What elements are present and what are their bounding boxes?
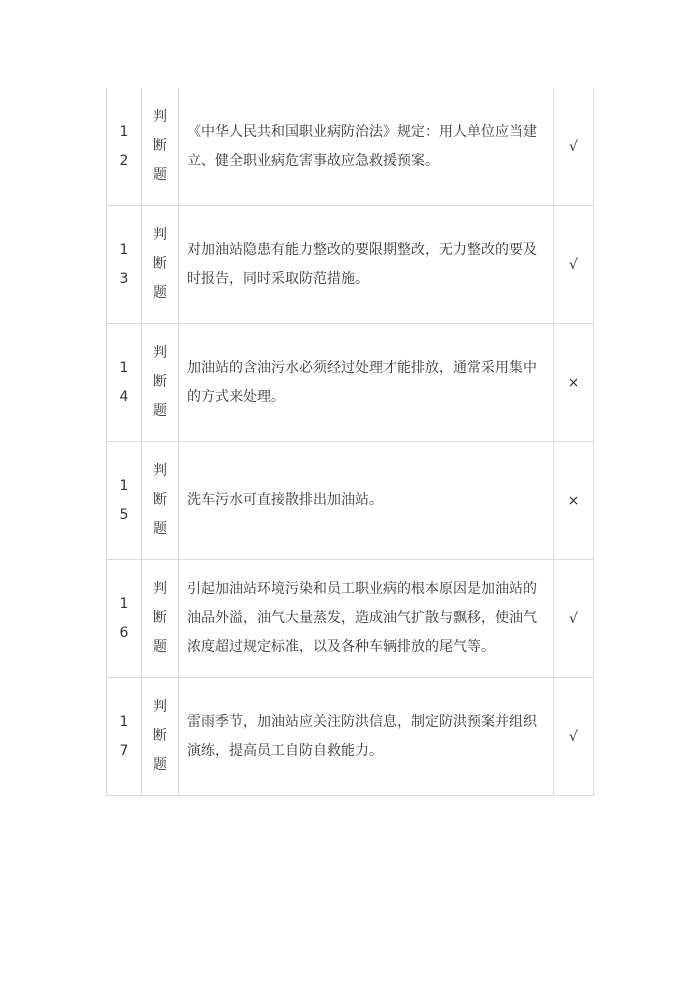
question-text: 雷雨季节，加油站应关注防洪信息，制定防洪预案并组织演练，提高员工自防自救能力。: [179, 678, 554, 796]
table-row: [107, 678, 594, 796]
table-row: [107, 442, 594, 560]
answer-mark: ×: [554, 324, 594, 442]
answer-mark: √: [554, 678, 594, 796]
question-number: 1 6: [107, 560, 142, 678]
question-text: 引起加油站环境污染和员工职业病的根本原因是加油站的油品外溢，油气大量蒸发，造成油气扩散与飘移，使油气浓度超过规定标准，以及各种车辆排放的尾气等。: [179, 560, 554, 678]
question-number: 1 7: [107, 678, 142, 796]
question-text: 《中华人民共和国职业病防治法》规定：用人单位应当建立、健全职业病危害事故应急救援预案。: [179, 88, 554, 206]
question-number: 1 4: [107, 324, 142, 442]
answer-mark: √: [554, 206, 594, 324]
answer-mark: ×: [554, 442, 594, 560]
quiz-table: [106, 88, 594, 796]
question-number: 1 2: [107, 88, 142, 206]
question-type: 判 断 题: [142, 88, 179, 206]
question-number: 1 3: [107, 206, 142, 324]
answer-mark: √: [554, 88, 594, 206]
question-type: 判 断 题: [142, 442, 179, 560]
answer-mark: √: [554, 560, 594, 678]
question-text: 洗车污水可直接散排出加油站。: [179, 442, 554, 560]
table-row: [107, 560, 594, 678]
question-type: 判 断 题: [142, 678, 179, 796]
question-type: 判 断 题: [142, 560, 179, 678]
table-row: [107, 88, 594, 206]
question-text: 加油站的含油污水必须经过处理才能排放，通常采用集中的方式来处理。: [179, 324, 554, 442]
question-type: 判 断 题: [142, 324, 179, 442]
table-row: [107, 324, 594, 442]
question-type: 判 断 题: [142, 206, 179, 324]
question-text: 对加油站隐患有能力整改的要限期整改，无力整改的要及时报告，同时采取防范措施。: [179, 206, 554, 324]
question-number: 1 5: [107, 442, 142, 560]
table-row: [107, 206, 594, 324]
